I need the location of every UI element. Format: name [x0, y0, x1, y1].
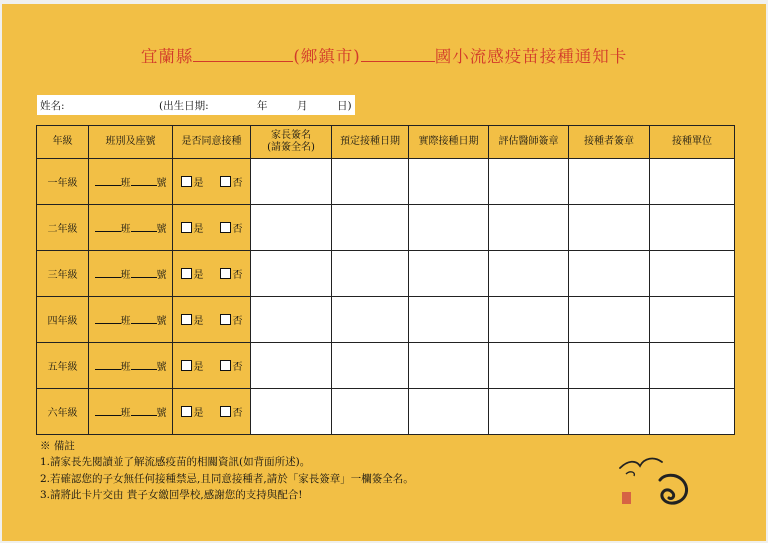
vaccination-unit-cell[interactable]	[650, 343, 735, 389]
class-label: 班	[120, 224, 131, 235]
yes-label: 是	[193, 408, 204, 419]
header-planned-date: 預定接種日期	[332, 126, 409, 159]
doctor-seal-cell[interactable]	[489, 297, 569, 343]
brush-logo-icon	[614, 454, 694, 514]
table-header-row	[37, 126, 735, 159]
header-vaccination-unit: 接種單位	[650, 126, 735, 159]
birth-day-label: 日)	[337, 100, 352, 112]
planned-date-cell[interactable]	[332, 343, 409, 389]
class-seat-cell	[89, 251, 173, 297]
school-blank[interactable]	[361, 47, 435, 62]
class-blank[interactable]	[95, 221, 121, 232]
class-blank[interactable]	[95, 175, 121, 186]
vaccination-unit-cell[interactable]	[650, 251, 735, 297]
no-label: 否	[232, 362, 243, 373]
no-checkbox[interactable]	[220, 406, 231, 417]
no-checkbox[interactable]	[220, 176, 231, 187]
parent-signature-cell[interactable]	[251, 297, 332, 343]
no-label: 否	[232, 408, 243, 419]
note-item-2: 2.若確認您的子女無任何接種禁忌,且同意接種者,請於「家長簽章」一欄簽全名。	[40, 472, 414, 485]
doctor-seal-cell[interactable]	[489, 343, 569, 389]
header-grade: 年級	[37, 126, 89, 159]
yes-label: 是	[193, 178, 204, 189]
class-label: 班	[120, 408, 131, 419]
consent-cell	[173, 343, 251, 389]
vaccinator-seal-cell[interactable]	[569, 251, 650, 297]
consent-cell	[173, 159, 251, 205]
vaccination-unit-cell[interactable]	[650, 159, 735, 205]
header-actual-date: 實際接種日期	[409, 126, 489, 159]
vaccinator-seal-cell[interactable]	[569, 297, 650, 343]
yes-checkbox[interactable]	[181, 268, 192, 279]
consent-cell	[173, 205, 251, 251]
yes-label: 是	[193, 316, 204, 327]
actual-date-cell[interactable]	[409, 297, 489, 343]
notes-section	[40, 438, 414, 503]
header-doctor-seal: 評估醫師簽章	[489, 126, 569, 159]
yes-checkbox[interactable]	[181, 176, 192, 187]
title-rest: 國小流感疫苗接種通知卡	[434, 47, 628, 66]
planned-date-cell[interactable]	[332, 251, 409, 297]
class-label: 班	[120, 178, 131, 189]
grade-cell	[37, 343, 89, 389]
seat-blank[interactable]	[131, 175, 157, 186]
actual-date-cell[interactable]	[409, 159, 489, 205]
class-seat-cell	[89, 205, 173, 251]
header-consent: 是否同意接種	[173, 126, 251, 159]
table-row	[37, 389, 735, 435]
table-row	[37, 343, 735, 389]
no-label: 否	[232, 178, 243, 189]
grade-cell	[37, 159, 89, 205]
yes-checkbox[interactable]	[181, 360, 192, 371]
parent-signature-cell[interactable]	[251, 389, 332, 435]
parent-signature-cell[interactable]	[251, 251, 332, 297]
notification-card	[2, 4, 766, 541]
doctor-seal-cell[interactable]	[489, 159, 569, 205]
class-blank[interactable]	[95, 267, 121, 278]
seat-label: 號	[156, 224, 167, 235]
parent-signature-cell[interactable]	[251, 343, 332, 389]
yes-checkbox[interactable]	[181, 222, 192, 233]
birth-date-label: (出生日期:	[159, 100, 209, 112]
vaccinator-seal-cell[interactable]	[569, 389, 650, 435]
header-vaccinator-seal: 接種者簽章	[569, 126, 650, 159]
township-blank[interactable]	[193, 47, 293, 62]
doctor-seal-cell[interactable]	[489, 389, 569, 435]
doctor-seal-cell[interactable]	[489, 251, 569, 297]
no-checkbox[interactable]	[220, 268, 231, 279]
actual-date-cell[interactable]	[409, 389, 489, 435]
name-field[interactable]	[37, 95, 355, 115]
class-seat-cell	[89, 159, 173, 205]
vaccinator-seal-cell[interactable]	[569, 205, 650, 251]
doctor-seal-cell[interactable]	[489, 205, 569, 251]
class-label: 班	[120, 316, 131, 327]
vaccinator-seal-cell[interactable]	[569, 159, 650, 205]
yes-checkbox[interactable]	[181, 314, 192, 325]
planned-date-cell[interactable]	[332, 389, 409, 435]
seat-label: 號	[156, 270, 167, 281]
no-label: 否	[232, 270, 243, 281]
title-township-label: (鄉鎮市)	[293, 47, 361, 66]
yes-checkbox[interactable]	[181, 406, 192, 417]
actual-date-cell[interactable]	[409, 343, 489, 389]
vaccinator-seal-cell[interactable]	[569, 343, 650, 389]
grade-cell	[37, 251, 89, 297]
birth-year-label: 年	[257, 100, 268, 112]
yes-label: 是	[193, 270, 204, 281]
planned-date-cell[interactable]	[332, 297, 409, 343]
parent-signature-cell[interactable]	[251, 205, 332, 251]
header-class-seat: 班別及座號	[89, 126, 173, 159]
grade-label: 五年級	[47, 362, 78, 373]
yes-label: 是	[193, 224, 204, 235]
grade-label: 四年級	[47, 316, 78, 327]
header-parent-signature: 家長簽名 (請簽全名)	[251, 126, 332, 159]
consent-cell	[173, 297, 251, 343]
class-blank[interactable]	[95, 359, 121, 370]
grade-label: 三年級	[47, 270, 78, 281]
grade-label: 六年級	[47, 408, 78, 419]
class-seat-cell	[89, 389, 173, 435]
class-seat-cell	[89, 343, 173, 389]
planned-date-cell[interactable]	[332, 159, 409, 205]
title-county: 宜蘭縣	[140, 47, 194, 66]
table-row	[37, 251, 735, 297]
card-title	[2, 43, 766, 67]
vaccination-unit-cell[interactable]	[650, 205, 735, 251]
yes-label: 是	[193, 362, 204, 373]
vaccination-unit-cell[interactable]	[650, 389, 735, 435]
vaccination-table	[36, 125, 735, 435]
class-seat-cell	[89, 297, 173, 343]
class-label: 班	[120, 362, 131, 373]
seat-label: 號	[156, 316, 167, 327]
planned-date-cell[interactable]	[332, 205, 409, 251]
class-blank[interactable]	[95, 313, 121, 324]
note-item-3: 3.請將此卡片交由 貴子女繳回學校,感謝您的支持與配合!	[40, 488, 303, 501]
table-row	[37, 297, 735, 343]
seat-label: 號	[156, 178, 167, 189]
no-checkbox[interactable]	[220, 222, 231, 233]
actual-date-cell[interactable]	[409, 205, 489, 251]
parent-signature-cell[interactable]	[251, 159, 332, 205]
class-blank[interactable]	[95, 405, 121, 416]
seat-blank[interactable]	[131, 221, 157, 232]
vaccination-unit-cell[interactable]	[650, 297, 735, 343]
table-row	[37, 205, 735, 251]
seat-label: 號	[156, 362, 167, 373]
no-checkbox[interactable]	[220, 314, 231, 325]
seat-blank[interactable]	[131, 359, 157, 370]
grade-cell	[37, 389, 89, 435]
table-row	[37, 159, 735, 205]
no-checkbox[interactable]	[220, 360, 231, 371]
grade-cell	[37, 297, 89, 343]
actual-date-cell[interactable]	[409, 251, 489, 297]
no-label: 否	[232, 224, 243, 235]
seat-blank[interactable]	[131, 313, 157, 324]
class-label: 班	[120, 270, 131, 281]
consent-cell	[173, 389, 251, 435]
seat-blank[interactable]	[131, 267, 157, 278]
note-item-1: 1.請家長先閱讀並了解流感疫苗的相關資訊(如背面所述)。	[40, 456, 311, 469]
name-label: 姓名:	[40, 100, 65, 112]
grade-cell	[37, 205, 89, 251]
no-label: 否	[232, 316, 243, 327]
notes-heading: ※ 備註	[40, 440, 75, 452]
grade-label: 一年級	[47, 178, 78, 189]
grade-label: 二年級	[47, 224, 78, 235]
seat-label: 號	[156, 408, 167, 419]
seat-blank[interactable]	[131, 405, 157, 416]
consent-cell	[173, 251, 251, 297]
birth-month-label: 月	[297, 100, 308, 112]
